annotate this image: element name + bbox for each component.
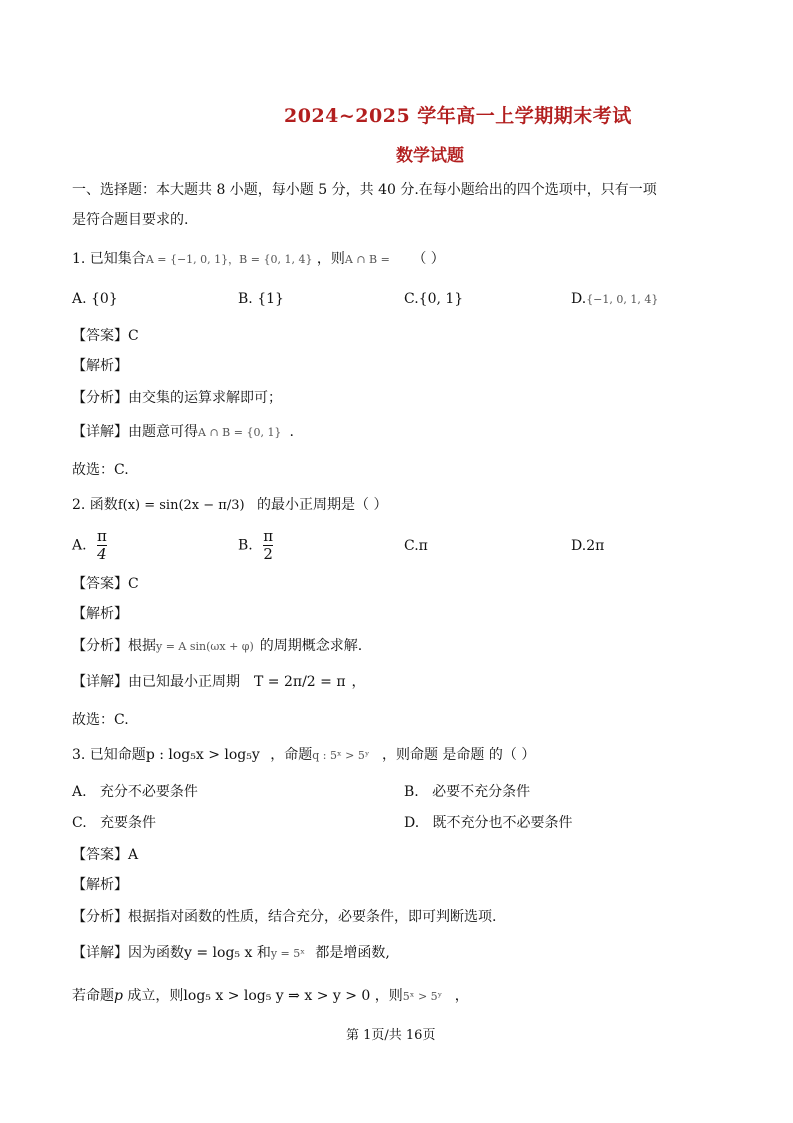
q1-analysis-label: 【解析】 [72,358,128,374]
q3-last-expr: log₅ x > log₅ y ⇒ x > y > 0 [183,988,371,1004]
q2-fenxi-expr: y = A sin(ωx + φ) [156,640,254,653]
q2-option-a: A. $\frac{\pi}{4}$ [72,527,107,563]
q3-last-line: 若命题p 成立，则log₅ x > log₅ y ⇒ x > y > 0 ，则5ˣ > 5ʸ ， [72,988,469,1004]
q2-option-d: D.2π [571,538,605,554]
q1-option-d: D.{−1, 0, 1, 4} [571,291,659,307]
q3-option-d: D. 既不充分也不必要条件 [404,815,573,831]
q1-choose: 故选：C. [72,462,129,478]
section-instruction-line1: 一、选择题：本大题共 8 小题，每小题 5 分，共 40 分.在每小题给出的四个选项中，只有一项 [72,182,657,198]
q1-comma: ，则 [316,251,345,267]
q1-answer: 【答案】C [72,328,139,344]
q3-option-b: B. 必要不充分条件 [404,784,531,800]
q2-option-b: B. $\frac{\pi}{2}$ [238,527,274,563]
q1-expr: A ∩ B = [344,253,390,266]
q2-analysis-label: 【解析】 [72,606,128,622]
q1-paren: （ ） [412,251,445,267]
q1-option-b: B. {1} [238,291,284,307]
q1-fenxi: 【分析】由交集的运算求解即可； [72,390,282,406]
q3-xiangjie: 【详解】因为函数y = log₅ x 和y = 5ˣ 都是增函数, [72,945,390,961]
q1-stem: 1. 已知集合A = {−1, 0, 1}，B = {0, 1, 4} ，则A ∩ B = （ ） [72,251,445,267]
q3-option-a: A. 充分不必要条件 [72,784,198,800]
q3-f2: y = 5ˣ [270,947,305,960]
q1-option-c: C.{0, 1} [404,291,464,307]
q3-fenxi: 【分析】根据指对函数的性质，结合充分，必要条件，即可判断选项. [72,909,497,925]
section-instruction-line2: 是符合题目要求的. [72,212,189,228]
q3-stem: 3. 已知命题p : log₅x > log₅y ，命题q : 5ˣ > 5ʸ ，则命题 是命题 的（ ） [72,747,536,763]
q2-answer: 【答案】C [72,576,139,592]
page-title: 2024~2025 学年高一上学期期末考试 [284,105,632,127]
q3-p: p : log₅x > log₅y [145,747,260,763]
q3-f1: y = log₅ x [184,945,253,961]
page-subtitle: 数学试题 [396,146,464,166]
q3-answer: 【答案】A [72,847,139,863]
page-footer: 第 1页/共 16页 [346,1028,436,1043]
q3-q: q : 5ˣ > 5ʸ [312,749,370,762]
q1-xiangjie: 【详解】由题意可得A ∩ B = {0, 1} . [72,424,294,440]
q1-set-b: B = {0, 1, 4} [239,253,313,266]
q1-xiangjie-expr: A ∩ B = {0, 1} [198,426,282,439]
q3-analysis-label: 【解析】 [72,877,128,893]
q1-set-a: A = {−1, 0, 1} [145,253,229,266]
q2-stem: 2. 函数f(x) = sin(2x − π/3) 的最小正周期是（ ） [72,497,388,513]
q2-xiangjie-expr: T = 2π/2 = π [254,674,346,690]
q1-option-a: A. {0} [72,291,118,307]
q2-xiangjie: 【详解】由已知最小正周期 T = 2π/2 = π ， [72,674,366,690]
q2-choose: 故选：C. [72,712,129,728]
q3-option-c: C. 充要条件 [72,815,157,831]
q1-prefix: 1. 已知集合 [72,251,146,267]
q2-function: f(x) = sin(2x − π/3) [117,498,245,513]
q2-option-c: C.π [404,538,428,554]
q2-fenxi: 【分析】根据y = A sin(ωx + φ) 的周期概念求解. [72,638,363,654]
